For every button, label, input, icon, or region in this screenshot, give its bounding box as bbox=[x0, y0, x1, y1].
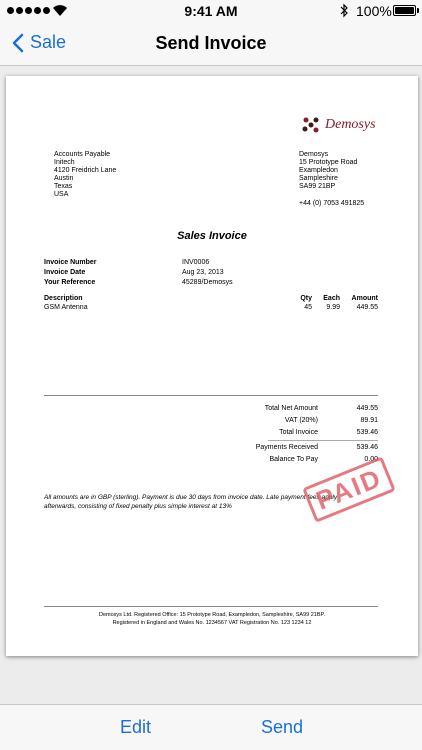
column-description: Description bbox=[44, 295, 83, 302]
flower-logo-icon bbox=[301, 116, 321, 134]
battery-icon bbox=[393, 5, 416, 16]
item-description: GSM Antenna bbox=[44, 304, 88, 311]
address-line: Sampleshire bbox=[299, 175, 338, 182]
footer-line: Registered in England and Wales No. 1234567 VAT Registration No. 123 1234 12 bbox=[112, 620, 312, 626]
invoice-preview bbox=[6, 76, 418, 656]
payments-received-label: Payments Received bbox=[255, 443, 318, 451]
customer-address bbox=[54, 151, 116, 199]
company-phone: +44 (0) 7053 491825 bbox=[299, 200, 365, 207]
invoice-date-label: Invoice Date bbox=[44, 269, 86, 276]
page-title: Send Invoice bbox=[155, 33, 267, 53]
payments-received-value: 539.46 bbox=[356, 443, 378, 451]
company-address bbox=[299, 151, 364, 208]
address-line: Texas bbox=[54, 183, 73, 190]
invoice-title: Sales Invoice bbox=[177, 230, 247, 242]
company-logo-text: Demosys bbox=[325, 117, 376, 132]
navigation-bar bbox=[0, 22, 422, 66]
totals-row bbox=[238, 441, 378, 453]
totals-block bbox=[238, 402, 378, 438]
send-button[interactable]: Send bbox=[261, 717, 304, 737]
invoice-number-value: INV0006 bbox=[182, 259, 210, 266]
divider bbox=[44, 606, 378, 607]
address-line: SA99 21BP bbox=[299, 183, 336, 190]
total-net-label: Total Net Amount bbox=[264, 404, 318, 412]
status-bar bbox=[0, 0, 422, 22]
reference-value: 45289/Demosys bbox=[182, 279, 233, 286]
invoice-number-label: Invoice Number bbox=[44, 259, 97, 266]
column-each: Each bbox=[323, 295, 340, 302]
address-line: Austin bbox=[54, 175, 74, 182]
totals-row bbox=[238, 426, 378, 438]
note-line: afterwards, consisting of fixed penalty plus simple interest at 13% bbox=[44, 503, 232, 510]
battery-percentage: 100% bbox=[356, 3, 392, 19]
total-net-value: 449.55 bbox=[356, 404, 378, 412]
address-line: 15 Prototype Road bbox=[299, 159, 358, 166]
address-line: USA bbox=[54, 191, 69, 198]
vat-label: VAT (20%) bbox=[284, 416, 318, 424]
totals-row bbox=[238, 414, 378, 426]
address-line: 4120 Freidrich Lane bbox=[54, 167, 117, 174]
edit-button[interactable]: Edit bbox=[120, 717, 152, 737]
invoice-date-value: Aug 23, 2013 bbox=[182, 269, 224, 276]
totals-row bbox=[238, 402, 378, 414]
balance-value: 0.00 bbox=[364, 455, 378, 463]
reference-label: Your Reference bbox=[44, 279, 96, 286]
note-line: All amounts are in GBP (sterling). Payment is due 30 days from invoice date. Late payment fees apply bbox=[44, 494, 338, 501]
address-line: Exampledon bbox=[299, 167, 338, 174]
bluetooth-icon bbox=[339, 3, 349, 18]
back-label: Sale bbox=[30, 32, 67, 52]
status-time: 9:41 AM bbox=[184, 3, 238, 19]
balance-label: Balance To Pay bbox=[269, 455, 318, 463]
total-invoice-value: 539.46 bbox=[356, 428, 378, 436]
item-qty: 45 bbox=[304, 304, 312, 311]
invoice-footer bbox=[6, 611, 418, 627]
company-logo bbox=[301, 116, 376, 134]
vat-value: 89.91 bbox=[360, 416, 378, 424]
total-invoice-label: Total Invoice bbox=[279, 428, 318, 436]
item-amount: 449.55 bbox=[356, 304, 378, 311]
payments-block bbox=[238, 441, 378, 465]
address-line: Initech bbox=[54, 159, 75, 166]
column-amount: Amount bbox=[351, 295, 378, 302]
bottom-toolbar bbox=[0, 704, 422, 750]
paid-stamp: PAID bbox=[302, 456, 396, 523]
address-line: Demosys bbox=[299, 151, 329, 158]
invoice-meta-labels bbox=[44, 258, 97, 288]
totals-row bbox=[238, 453, 378, 465]
address-line: Accounts Payable bbox=[54, 151, 111, 158]
invoice-meta-values bbox=[182, 258, 233, 288]
item-each: 9.99 bbox=[326, 304, 340, 311]
footer-line: Demosys Ltd. Registered Office: 15 Prototype Road, Exampledon, Sampleshire, SA99 21BP. bbox=[98, 612, 326, 618]
divider bbox=[44, 395, 378, 396]
column-qty: Qty bbox=[300, 295, 312, 302]
